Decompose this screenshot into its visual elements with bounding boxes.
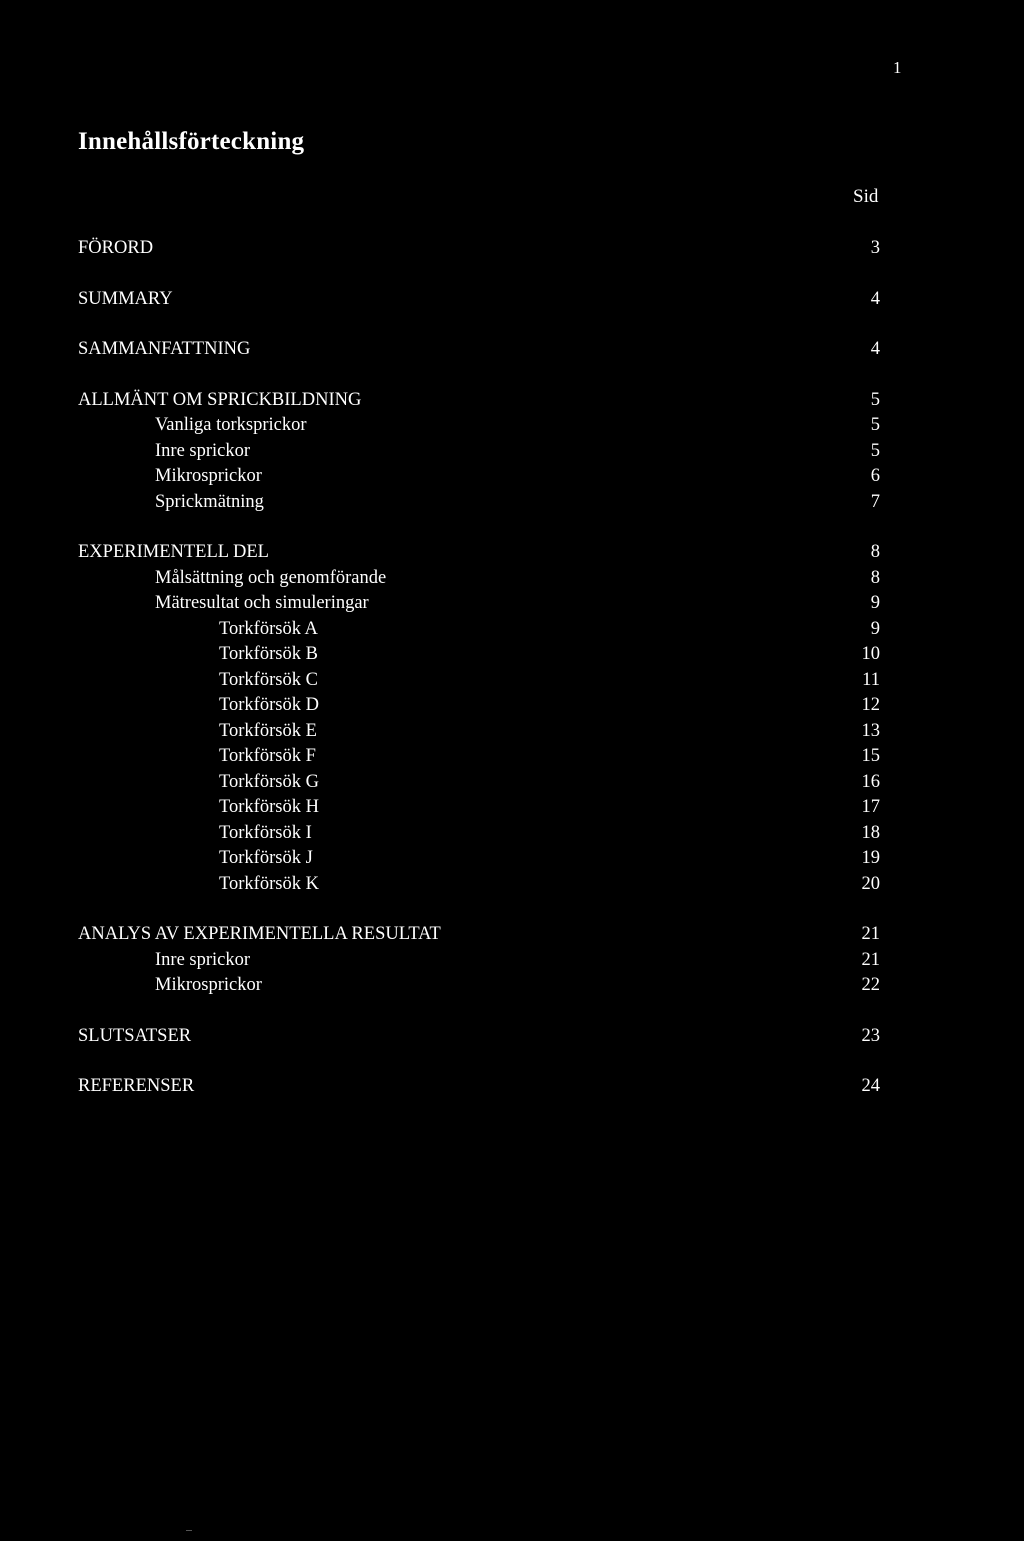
toc-entry-page: 12 bbox=[861, 695, 880, 715]
toc-section bbox=[0, 337, 1024, 361]
page-column-header: Sid bbox=[853, 186, 879, 207]
toc-entry-label: Målsättning och genomförande bbox=[155, 567, 387, 588]
toc-entry-page: 3 bbox=[870, 238, 880, 258]
toc-subsection bbox=[0, 846, 1024, 870]
toc-subsection bbox=[0, 591, 1024, 615]
toc-entry-page: 24 bbox=[861, 1076, 880, 1096]
toc-entry-page: 15 bbox=[861, 746, 880, 766]
toc-entry-page: 23 bbox=[861, 1025, 880, 1046]
toc-subsection bbox=[0, 872, 1024, 896]
toc-subsection bbox=[0, 617, 1024, 641]
toc-subsection bbox=[0, 490, 1024, 514]
toc-subsection bbox=[0, 770, 1024, 794]
toc-entry-label: Torkförsök J bbox=[219, 848, 313, 868]
toc-entry-label: Sprickmätning bbox=[155, 491, 264, 512]
toc-subsection bbox=[0, 744, 1024, 768]
toc-subsection bbox=[0, 948, 1024, 972]
toc-entry-label: Mikrosprickor bbox=[155, 466, 262, 486]
toc-entry-label: Torkförsök G bbox=[219, 771, 319, 792]
toc-entry-page: 6 bbox=[870, 466, 880, 486]
toc-subsection bbox=[0, 464, 1024, 488]
toc-entry-page: 9 bbox=[870, 618, 880, 639]
toc-entry-label: EXPERIMENTELL DEL bbox=[78, 542, 269, 562]
toc-entry-page: 17 bbox=[861, 797, 880, 817]
toc-entry-page: 10 bbox=[861, 644, 880, 664]
toc-entry-label: Torkförsök B bbox=[219, 644, 318, 664]
toc-entry-label: Vanliga torksprickor bbox=[155, 415, 307, 435]
toc-subsection bbox=[0, 719, 1024, 743]
toc-subsection bbox=[0, 693, 1024, 717]
toc-entry-label: Inre sprickor bbox=[155, 440, 251, 461]
toc-subsection bbox=[0, 642, 1024, 666]
toc-entry-page: 18 bbox=[861, 822, 880, 843]
toc-entry-label: REFERENSER bbox=[78, 1076, 195, 1096]
toc-subsection bbox=[0, 973, 1024, 997]
toc-entry-page: 8 bbox=[870, 567, 880, 588]
toc-entry-label: Mätresultat och simuleringar bbox=[155, 593, 369, 613]
toc-entry-page: 19 bbox=[861, 848, 880, 868]
toc-subsection bbox=[0, 821, 1024, 845]
toc-entry-page: 7 bbox=[870, 491, 880, 512]
toc-entry-page: 11 bbox=[862, 669, 880, 690]
toc-entry-label: Torkförsök K bbox=[219, 873, 319, 894]
toc-entry-label: ALLMÄNT OM SPRICKBILDNING bbox=[78, 389, 362, 410]
toc-entry-label: SLUTSATSER bbox=[78, 1025, 192, 1046]
toc-entry-page: 13 bbox=[861, 720, 880, 741]
toc-section bbox=[0, 540, 1024, 564]
toc-entry-label: Torkförsök D bbox=[219, 695, 319, 715]
toc-subsection bbox=[0, 413, 1024, 437]
toc-subsection bbox=[0, 668, 1024, 692]
toc-entry-page: 21 bbox=[861, 949, 880, 970]
toc-entry-label: Inre sprickor bbox=[155, 949, 251, 970]
toc-entry-page: 5 bbox=[870, 440, 880, 461]
toc-entry-label: SAMMANFATTNING bbox=[78, 339, 251, 359]
toc-entry-label: Mikrosprickor bbox=[155, 975, 262, 995]
toc-entry-page: 21 bbox=[861, 924, 880, 944]
toc-section bbox=[0, 236, 1024, 260]
toc-entry-page: 4 bbox=[870, 339, 880, 359]
toc-entry-page: 5 bbox=[870, 389, 880, 410]
toc-entry-label: Torkförsök H bbox=[219, 797, 319, 817]
toc-entry-page: 20 bbox=[861, 873, 880, 894]
toc-entry-label: FÖRORD bbox=[78, 238, 154, 258]
toc-entry-page: 9 bbox=[870, 593, 880, 613]
toc-subsection bbox=[0, 795, 1024, 819]
toc-section bbox=[0, 1074, 1024, 1098]
toc-section bbox=[0, 1024, 1024, 1048]
toc-entry-page: 22 bbox=[861, 975, 880, 995]
toc-entry-label: Torkförsök A bbox=[219, 618, 318, 639]
toc-entry-label: Torkförsök F bbox=[219, 746, 316, 766]
toc-section bbox=[0, 388, 1024, 412]
toc-entry-label: Torkförsök I bbox=[219, 822, 312, 843]
toc-subsection bbox=[0, 566, 1024, 590]
toc-entry-label: SUMMARY bbox=[78, 288, 173, 309]
page-number: 1 bbox=[893, 58, 902, 77]
toc-section bbox=[0, 287, 1024, 311]
toc-entry-label: Torkförsök C bbox=[219, 669, 318, 690]
toc-section bbox=[0, 922, 1024, 946]
toc-subsection bbox=[0, 439, 1024, 463]
toc-entry-page: 16 bbox=[861, 771, 880, 792]
page-title: Innehållsförteckning bbox=[78, 128, 305, 155]
toc-entry-page: 5 bbox=[870, 415, 880, 435]
toc-entry-label: ANALYS AV EXPERIMENTELLA RESULTAT bbox=[78, 924, 441, 944]
toc-entry-label: Torkförsök E bbox=[219, 720, 317, 741]
scan-artifact bbox=[186, 1530, 192, 1531]
toc-entry-page: 8 bbox=[870, 542, 880, 562]
toc-entry-page: 4 bbox=[870, 288, 880, 309]
